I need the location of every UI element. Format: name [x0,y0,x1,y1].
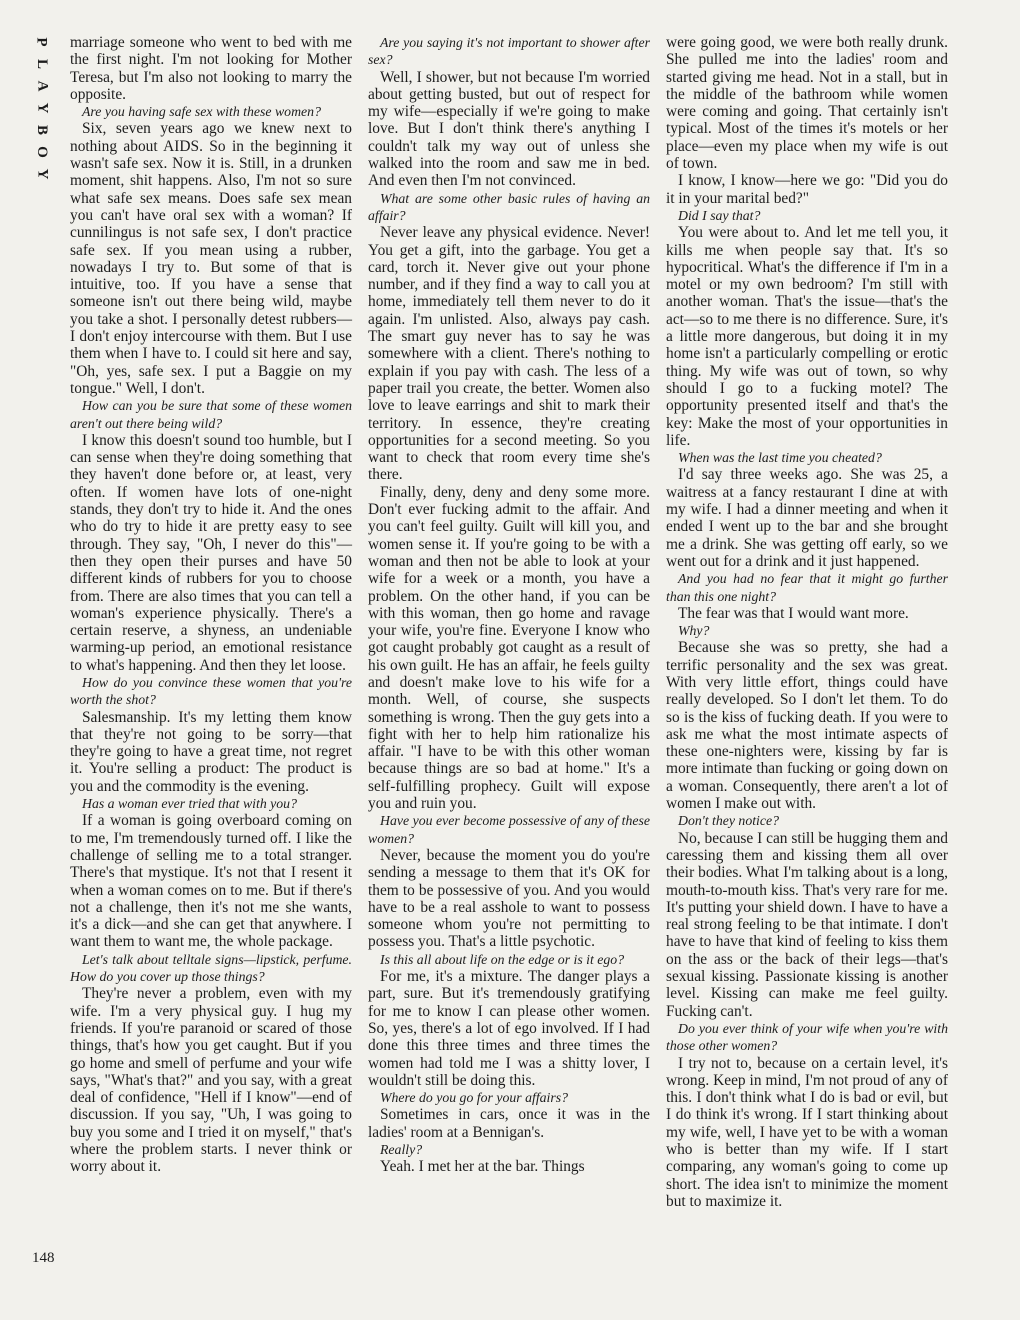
interview-answer: I know, I know—here we go: "Did you do it in your marital bed?" [666,172,948,207]
interview-question: Is this all about life on the edge or is it ego? [380,951,625,967]
interview-answer: Never, because the moment you do you're sending a message to them that it's OK for them to be possessive of you. And you would have to be a real asshole to want to possess someone whom you're not permitting to possess you. That's a little psychotic. [368,846,650,951]
interview-question: Let's talk about telltale signs—lipstick, perfume. How do you cover up those things? [70,951,352,985]
interview-question: Are you saying it's not important to shower after sex? [368,35,650,68]
interview-answer: For me, it's a mixture. The danger plays a part, sure. But it's tremendously gratifying for me to know I can please other women. So, yes, there's a lot of ego involved. If I had done this three times and three times the women had told me I was a shitty lover, I wouldn't still be doing this. [368,968,650,1089]
text-column-3 [666,34,948,1210]
interview-question: Do you ever think of your wife when you're with those other women? [666,1020,948,1054]
interview-answer: Sometimes in cars, once it was in the ladies' room at a Bennigan's. [368,1106,650,1141]
magazine-logo [30,34,52,188]
interview-question: Have you ever become possessive of any of these women? [368,813,650,846]
interview-answer: No, because I can still be hugging them and caressing them and kissing them all over their bodies. What I'm talking about is a long, mouth-to-mouth kiss. That's very rare for me. It's putting your shield down. I have to have a real strong feeling to be that intimate. I don't have to have that kind of feeling to kiss them on the ass or the back of their legs—that's sexual kissing. Passionate kissing is another level. Kissing can make me feel guilty. Fucking can't. [666,829,948,1020]
interview-question: How do you convince these women that you're worth the shot? [70,674,352,708]
interview-answer: You were about to. And let me tell you, it kills me when people say that. It's so hypocritical. What's the difference if I'm in a motel or my own bedroom? I'm still with another woman. That's the issue—that's the act—so to me there is no difference. Sure, it's a little more dangerous, but doing it in my home isn't a particularly compelling or erotic thing. My wife was out of town, so why should I go to a fucking motel? The opportunity presented itself and that's the key: Make the most of your opportunities in life. [666,224,948,449]
interview-question: How can you be sure that some of these women aren't out there being wild? [70,398,352,431]
interview-answer: were going good, we were both really drunk. She pulled me into the ladies' room and started giving me head. Not in a stall, but in the middle of the bathroom while women were coming and going. That certainly isn't typical. Most of the times it's motels or her place—even my place when my wife is out of town. [666,34,948,173]
interview-question: And you had no fear that it might go further than this one night? [666,571,948,604]
text-column-1 [70,34,352,1176]
interview-question: Why? [678,623,710,639]
logo-letter: Y [34,102,50,114]
interview-answer: Never leave any physical evidence. Never! You get a gift, into the garbage. You get a card, torch it. Never give out your phone number, and if they find a way to call you at home, immediately tell them never to do it again. I'm unlisted. Also, always pay cash. The smart guy never has to say he was somewhere with a client. There's nothing to explain if you pay with cash. The less of a paper trail you create, the better. Women also love to leave earrings and shit to mark their territory. In essence, they're creating opportunities for a second meeting. So you want to check that room every time she's there. [368,224,650,484]
interview-answer: Well, I shower, but not because I'm worried about getting busted, but out of respect for my wife—especially if we're going to make love. But I don't think there's anything I couldn't talk my way out of unless she walked into the room and saw me in bed. And even then I'm not convinced. [368,68,650,190]
interview-answer: I try not to, because on a certain level, it's wrong. Keep in mind, I'm not proud of any of this. I don't think what I do is bad or evil, but I do think it's wrong. If I start thinking about my wife, well, I have yet to be with a woman who is better than my wife. If I start comparing, any woman's going to come up short. The idea isn't to minimize the moment but to maximize it. [666,1054,948,1210]
interview-answer: The fear was that I would want more. [678,604,909,622]
interview-question: Really? [380,1142,423,1157]
interview-answer: If a woman is going overboard coming on to me, I'm tremendously turned off. I like the challenge of selling me to a total stranger. There's that mystique. It's not that I resent it when a woman comes on to me. But if there's not a challenge, then it's not me she wants, it's a dick—and she can get that anywhere. I want them to want me, the whole package. [70,812,352,951]
logo-letter: Y [34,168,50,180]
logo-letter: P [33,37,50,47]
text-column-2 [368,34,650,1176]
interview-answer: I know this doesn't sound too humble, but I can sense when they're doing something that they haven't done before or, at least, very often. If women have lots of one-night stands, they don't try to hide it. And the ones who do try to hide it are pretty easy to see through. They say, "Oh, I never do this"—then they open their purses and have 50 different kinds of rubbers for you to choose from. There are also times that you can tell a woman's experience physically. There's a certain reserve, a shyness, an undeniable warming-up period, an emotional resistance to what's happening. And then they let loose. [70,431,352,674]
interview-answer: I'd say three weeks ago. She was 25, a waitress at a fancy restaurant I dine at with my wife. I had a dinner meeting and when it ended I went up to the bar and she brought me a drink. She was getting off early, so we went out for a drink and it just happened. [666,466,948,570]
interview-answer: Salesmanship. It's my letting them know that they're not going to be sorry—that they're going to have a great time, not regret it. You're selling a product: The product is you and the commodity is the evening. [70,708,352,795]
logo-letter: O [33,146,50,158]
logo-letter: L [33,58,50,70]
interview-answer: Yeah. I met her at the bar. Things [380,1158,585,1176]
interview-question: Are you having safe sex with these women? [82,104,321,120]
interview-answer: They're never a problem, even with my wife. I'm a very physical guy. I hug my friends. If you're paranoid or scared of those things, that's how you get caught. But if you go home and smell of perfume and your wife says, "What's that?" and you say, with a great deal of confidence, "Hell if I know"—end of discussion. If you say, "Uh, I was going to buy you some and I tried it on myself," that's where the problem starts. I never think or worry about it. [70,985,352,1176]
page-number: 148 [32,1250,55,1266]
interview-question: Did I say that? [678,207,761,223]
interview-answer: marriage someone who went to bed with me the first night. I'm not looking for Mother Teresa, but I'm also not looking to marry the opposite. [70,34,352,103]
interview-question: Where do you go for your affairs? [380,1090,569,1106]
interview-question: What are some other basic rules of having an affair? [368,190,650,223]
interview-question: When was the last time you cheated? [678,450,882,466]
logo-letter: B [33,124,50,136]
logo-letter: A [34,80,50,92]
interview-question: Don't they notice? [678,813,780,829]
interview-answer: Finally, deny, deny and deny some more. Don't ever fucking admit to the affair. And you can't feel guilty. Guilt will kill you, and women sense it. If you're going to be with a woman and then not be able to look at your wife for a week or a month, you have a problem. On the other hand, if you can be with this woman, then go home and ravage your wife, you're fine. Everyone I know who got caught probably got caught as a result of his own guilt. He has an affair, he feels guilty and doesn't make love to his wife for a month. Well, of course, she suspects something is wrong. Then the guy gets into a fight with her to help him rationalize his affair. "I have to be with this other woman because things are so bad at home." It's a self-fulfilling prophecy. Guilt will expose you and ruin you. [368,483,650,813]
interview-answer: Six, seven years ago we knew next to nothing about AIDS. So in the beginning it wasn't safe sex. Now it is. Still, in a drunken moment, shit happens. Also, I'm not so sure what safe sex means. Does safe sex mean you can't have oral sex with a woman? If cunnilingus is not safe sex, I don't practice safe sex. If you mean using a rubber, nowadays I try to. But some of that is intuitive, too. If you have a sense that someone isn't out there being wild, maybe you take a shot. I personally detest rubbers—I don't enjoy intercourse with them. But I use them when I have to. I could sit here and say, "Oh, yes, safe sex. I put a Baggie on my tongue." Well, I don't. [70,120,352,397]
interview-question: Has a woman ever tried that with you? [82,796,297,812]
interview-answer: Because she was so pretty, she had a terrific personality and the sex was great. With very little effort, things could have really developed. So I don't let them. To do so is the kiss of fucking death. If you were to ask me what the most intimate aspects of these one-nighters were, kissing by far is more intimate than fucking or going down on a woman. Consequently, there aren't a lot of women I make out with. [666,639,948,813]
